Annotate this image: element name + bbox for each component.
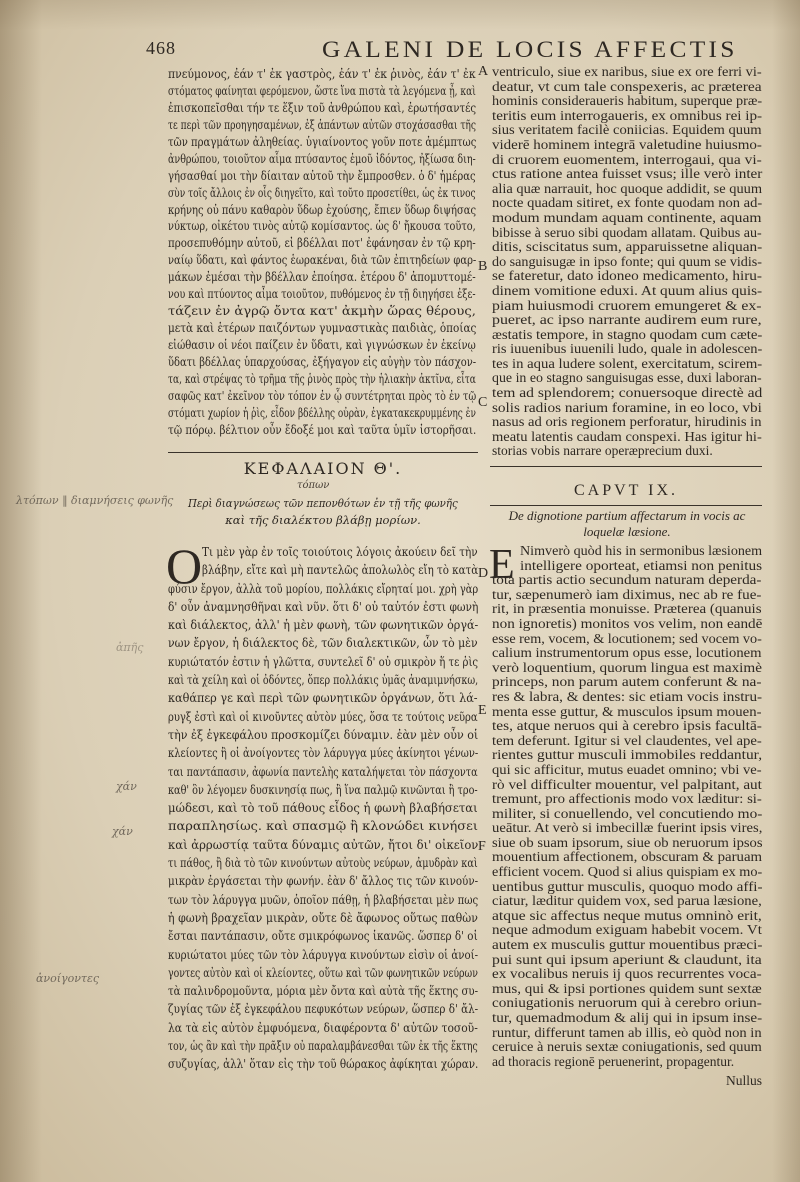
greek-body-line xyxy=(168,708,478,726)
greek-line-text: σὺν τοῖς ἄλλοις ἐν οἷς διηγεῖτο, καὶ τοῦτο προσετίθει, ὡς ἐκ τινος xyxy=(168,185,476,200)
section-marker: B xyxy=(478,259,488,274)
latin-body-line xyxy=(492,1026,762,1041)
latin-line xyxy=(492,182,762,197)
greek-line xyxy=(168,66,476,83)
greek-body-line xyxy=(168,982,478,1000)
latin-line-text: deatur, vt cum tale conspexeris, ac præterea xyxy=(492,78,762,94)
latin-body-line-text: rò vel difficulter mouentur, vel palpitant, aut xyxy=(492,776,762,792)
greek-line xyxy=(168,134,476,151)
latin-body-line-text: rientes guttur musculi immobiles reddantur, xyxy=(492,747,763,763)
latin-line xyxy=(492,284,762,299)
latin-body-line-text: calium instrumentorum opus esse, locutionem xyxy=(492,645,762,661)
latin-body-line xyxy=(492,909,762,924)
greek-title-line-text: καὶ τῆς διαλέκτου βλάβῃ μορίων. xyxy=(225,513,421,527)
greek-body-line xyxy=(168,854,478,872)
greek-title-gloss: τόπων xyxy=(297,480,330,491)
greek-body-line xyxy=(168,561,478,579)
latin-line xyxy=(492,138,762,153)
latin-line xyxy=(492,401,762,416)
latin-chapter-rule-bottom xyxy=(490,505,762,506)
latin-line-text: alia quæ narrauit, hoc quoque addidit, se quum xyxy=(492,180,763,196)
greek-body-line xyxy=(168,744,478,762)
latin-body-line-text: tem deferunt. Igitur si vel claudentes, vel ape- xyxy=(492,732,762,748)
greek-line-text: τε περὶ τῶν προηγησαμένων, ἐξ ἁπάντων αὐτῶν στοχάσασθαι τῆς xyxy=(168,117,476,132)
margin-note: ἀνοίγοντες xyxy=(36,972,100,985)
latin-line-text: bibisse à seruo sibi quodam allatam. Quibus au- xyxy=(492,224,762,240)
greek-body-line-text: καθάπερ γε καὶ περὶ τῶν φωνητικῶν ὀργάνων, ὅτι λά- xyxy=(168,691,478,706)
greek-body-line xyxy=(168,580,478,598)
greek-line-text: τῷ πόρῳ. βέλτιον οὖν ἔδοξέ μοι καὶ ταῦτα ὑμῖν ἱστορῆσαι. xyxy=(168,422,477,437)
latin-body-line xyxy=(492,953,762,968)
greek-body-line-text: ται παντάπασιν, ἀφωνία παντελὴς καταλήψεται τὸν πάσχοντα xyxy=(168,764,478,779)
latin-body-line-text: militer, si conuellendo, vel concutiendo mo- xyxy=(492,805,763,821)
running-title xyxy=(322,36,738,64)
greek-body-line-text: δ' οὖν ἀναμνησθῆναι καὶ νῦν. ὅτι δ' οὐ ταὐτόν ἐστι φωνὴ xyxy=(168,599,479,614)
latin-body-line xyxy=(492,705,762,720)
latin-line-text: dinem vomitione eduxi. At quum alius quis- xyxy=(492,282,763,298)
latin-line xyxy=(492,255,762,270)
greek-body-line xyxy=(168,781,478,799)
greek-body-line xyxy=(168,799,478,817)
latin-body-line xyxy=(492,1011,762,1026)
greek-line xyxy=(168,168,476,185)
latin-body-line-text: ceruice à neruis sextæ coniugationis, sed quum xyxy=(492,1039,762,1055)
latin-body-line xyxy=(492,719,762,734)
greek-body-line xyxy=(168,543,478,561)
latin-body-line xyxy=(492,938,762,953)
latin-body-line-text: autem ex musculis guttur mouentibus præci- xyxy=(492,937,763,953)
greek-line xyxy=(168,218,476,235)
greek-body-line-text: γοντες αὐτὸν καὶ οἱ κλείοντες, οὕτω καὶ τῶν φωνητικῶν νεύρων xyxy=(168,965,478,980)
greek-body-line-text: καὶ τὰ χείλη καὶ οἱ ὀδόντες, ὅπερ πολλάκις ὑμᾶς ἀναμιμνήσκω, xyxy=(168,673,479,688)
greek-body-line-text: τὴν ἐξ ἐγκεφάλου προσκομίζει δύναμιν. ἐὰν μὲν οὖν οἱ xyxy=(168,727,479,742)
greek-body-line-text: ζυγίας τῶν ἐξ ἐγκεφάλου πεφυκότων νεύρων, ὥσπερ δ' ἄλ- xyxy=(168,1002,479,1017)
latin-line-text: modum mundam aquam continente, aquam xyxy=(492,209,762,225)
greek-body-line xyxy=(168,1019,478,1037)
latin-body-line-text: intelligere oporteat, etiamsi non penitus xyxy=(520,557,763,573)
greek-line-text: ναίῳ ὕδατι, καὶ φάντος ἑωρακέναι, διὰ τῶν ἐπιτηδείων φαρ- xyxy=(168,253,477,268)
greek-line-text: γήσασθαί μοι τὴν δίαιταν αὐτοῦ τὴν ἔμπροσθεν. ὁ δ' ἡμέρας xyxy=(168,168,476,183)
greek-line xyxy=(168,269,476,286)
latin-body-line-text: tes, atque neruos qui à cerebro ipsis facultā- xyxy=(492,718,762,734)
greek-body-line xyxy=(168,689,478,707)
latin-body-line-text: tur, sæpenumerò iam diximus, nec ab re fue- xyxy=(492,586,762,602)
latin-body-line xyxy=(492,894,762,909)
greek-body-line-text: τον, ὡς ἂν καὶ τὴν πρᾶξιν οὐ παραλαμβάνεσθαι τῶν ἐκ τῆς ἕκτης xyxy=(168,1039,478,1054)
latin-line xyxy=(492,240,762,255)
greek-body-line xyxy=(168,817,478,835)
greek-body-line xyxy=(168,653,478,671)
latin-line xyxy=(492,386,762,401)
latin-body-line-text: res & labra, & dentes: sic etiam vocis instru- xyxy=(492,688,763,704)
latin-chapter-rule-top xyxy=(490,466,762,467)
latin-body-line xyxy=(492,792,762,807)
latin-body-line-text: tremunt, pro affectionis modo vox læditur: si- xyxy=(492,791,762,807)
latin-body-line-text: siue ob suam ipsorum, siue ob neruorum ipsos xyxy=(492,834,763,850)
greek-body-line xyxy=(168,598,478,616)
latin-body-line-text: rit, in præsentia monuisse. Præterea (quanuis xyxy=(492,601,762,617)
latin-body-line-text: Nimverò quòd his in sermonibus læsionem xyxy=(520,543,763,558)
greek-body-line-text: παραπλησίως. καὶ σπασμῷ ἢ κλονώδει κινήσει xyxy=(168,819,478,834)
greek-body-line-text: κλείοντες ἢ οἱ ἀνοίγοντες τὸν λάρυγγα μύες ἀκίνητοι γένων- xyxy=(168,746,479,761)
catchword: Nullus xyxy=(725,1073,762,1088)
greek-chapter-body xyxy=(166,538,479,1074)
greek-body-line-text: λα τὰ εἰς αὐτὸν ἐμφυόμενα, διαφέροντα δ' αὐτῶν τοσοῦ- xyxy=(168,1020,478,1035)
greek-body-line xyxy=(168,946,478,964)
greek-body-line-text: καὶ ἀρρωστίᾳ ταῦτα δύναμις αὐτῶν, ἤτοι δι' οἰκεῖον xyxy=(168,837,479,852)
latin-body-line xyxy=(492,1040,762,1055)
greek-body-line-text: καὶ διάλεκτος, ἀλλ' ἡ μὲν φωνὴ, τῶν φωνητικῶν ὀργά- xyxy=(168,618,479,633)
latin-body-line xyxy=(492,865,762,880)
greek-body-line-text: μικρὰν ἐργάσεται τὴν φωνήν. ἐὰν δ' ἄλλος τις τῶν κινούν- xyxy=(168,874,479,889)
greek-line xyxy=(168,235,476,252)
latin-body-line xyxy=(492,632,762,647)
running-title-line xyxy=(322,36,738,64)
greek-body-line xyxy=(168,891,478,909)
greek-line-text: ὕδατι βδέλλας ὑπαρχούσας, ἐξήγαγον εἰς αὐγὴν τὸν πάσχον- xyxy=(168,354,477,369)
latin-line-text: ris iuuenibus iuuenili ludo, quale in adolescen- xyxy=(492,341,763,357)
greek-line xyxy=(168,388,476,405)
greek-line xyxy=(168,422,476,439)
greek-line xyxy=(168,185,476,202)
greek-body-line-text: ἡ φωνὴ βραχεῖαν μικρὰν, οὔτε δὲ ἄφωνος οὕτως παθὼν xyxy=(168,910,478,925)
latin-body-line xyxy=(492,967,762,982)
latin-line-text: tem ad splendorem; conuersoque directè ad xyxy=(492,385,763,401)
latin-title-line-text: loquelæ læsione. xyxy=(583,524,671,539)
latin-body-line xyxy=(492,807,762,822)
latin-line xyxy=(492,123,762,138)
greek-body-line-text: τὰ παλινδρομοῦντα, μόρια μὲν ὄντα καὶ αὐτὰ τῆς ἕκτης συ- xyxy=(168,984,479,999)
latin-line xyxy=(492,94,762,109)
section-marker: F xyxy=(478,839,486,854)
greek-body-line-text: ἔσται παντάπασιν, οὔτε σμικρόφωνος ἱκανῶς. ὥσπερ δ' οἱ xyxy=(168,929,478,944)
latin-body-line xyxy=(492,559,762,574)
latin-line-text: nasus ad oris regionem perforatur, hirudinis in xyxy=(492,414,762,430)
latin-line xyxy=(492,80,762,95)
latin-body-line xyxy=(492,923,762,938)
greek-line xyxy=(168,151,476,168)
latin-body-line-text: coniugationis neruorum qui à cerebro oriun- xyxy=(492,995,762,1011)
running-title-text: GALENI DE LOCIS AFFECTIS xyxy=(322,37,738,62)
latin-body-line-text: runtur, differunt tamen ab illis, eò quòd non in xyxy=(492,1024,762,1040)
latin-line xyxy=(492,196,762,211)
greek-line-text: ἐπισκοπεῖσθαι τήν τε ἕξιν τοῦ ἀνθρώπου καὶ, ἐρωτήσαντές xyxy=(168,100,477,115)
greek-line-text: κρήνης οὐ πάνυ καθαρὸν ὕδωρ ἐχούσης, ἔπιεν ὕδωρ διψήσας xyxy=(168,202,477,217)
greek-body-line-text: καθ' ὃν λέγομεν δυσκινησίᾳ πως, ἢ ἵνα παλμῷ κινῶνται ἢ τρο- xyxy=(168,782,478,797)
latin-line-text: solis radios narium foramine, in eo loco, vbi xyxy=(492,399,762,415)
greek-line-text: εἰώθασιν οἱ νέοι παίζειν ἐν ὕδατι, καὶ γιγνώσκων ἐν ἐκείνῳ xyxy=(168,338,476,352)
latin-line xyxy=(492,153,762,168)
greek-line-text: τα, καὶ στρέψας τὸ τρῆμα τῆς ῥινὸς πρὸς τὴν ἡλιακὴν ἀκτῖνα, εἶτα xyxy=(168,371,476,386)
latin-line-text: pueret, ac ipso narrante audirem eum rure, xyxy=(492,312,762,328)
latin-body-line xyxy=(492,544,762,559)
latin-body-line-text: ex vocalibus neruis ij quos recurrentes voca- xyxy=(492,966,762,982)
greek-body-line-text: κυριώτατοι μύες τῶν τὸν λάρυγγα κινούντων εἰσὶν οἱ ἀνοί- xyxy=(168,947,479,962)
greek-body-line-text: ρυγξ ἐστὶ καὶ οἱ κινοῦντες αὐτὸν μύες, ὅσα τε τούτοις νεῦρα xyxy=(168,709,478,724)
latin-body-line-text: ueātur. At verò si imbecillæ fuerint ipsis vires, xyxy=(492,820,763,836)
latin-line-text: teritis eum interrogaueris, ex omnibus rei ip- xyxy=(492,107,763,123)
latin-title-line-text: De dignotione partium affectarum in vocis ac xyxy=(508,508,746,523)
latin-line xyxy=(492,226,762,241)
latin-body-line xyxy=(492,675,762,690)
greek-body-line-text: συζυγίας, ἀλλ' ὅταν εἰς τὴν τοῦ θώρακος ἀφίκηται χώραν. xyxy=(168,1057,479,1072)
latin-body-line-text: ad thoracis regionē peruenerint, propagentur. xyxy=(492,1053,735,1069)
latin-line-text: ventriculo, siue ex naribus, siue ex ore ferri vi- xyxy=(492,64,762,79)
latin-body-line-text: qui sic afficitur, mutus euadet omnino; vbi ve- xyxy=(492,761,762,777)
greek-line xyxy=(168,100,476,117)
greek-body-line xyxy=(168,763,478,781)
section-marker: D xyxy=(478,566,489,581)
latin-body-line-text: esse rem, vocem, & locutionem; sed vocem vo- xyxy=(492,630,762,646)
latin-body-line-text: non ignoretis) monitos vos velim, non eandē xyxy=(492,615,763,631)
greek-line-text: μετὰ καὶ ἑτέρων παιζόντων γυμναστικὰς παιδιὰς, ὁποίας xyxy=(168,321,477,336)
latin-line-text: nocte quadam sitiret, ex fonte quodam non ad- xyxy=(492,195,763,211)
latin-line-text: que in eo stagno sanguisugas esse, duxi laboran- xyxy=(492,370,762,386)
latin-chapter-heading: CAPVT IX. xyxy=(573,482,679,499)
greek-body-line xyxy=(168,909,478,927)
greek-chapter-title xyxy=(188,495,458,529)
latin-body-line-text: mus, qui & ipsi portiones quidem sunt sextæ xyxy=(492,980,762,996)
latin-body-line xyxy=(492,763,762,778)
greek-body-line xyxy=(168,872,478,890)
greek-line-text: μάκων ἐμέσαι τὴν βδέλλαν ἐποίησα. ἑτέρου δ' ἀπομυττομέ- xyxy=(168,270,476,285)
latin-body-line xyxy=(492,778,762,793)
greek-body-line xyxy=(168,927,478,945)
latin-line-text: do sanguisugæ in ipso fonte; qui quum se vidis- xyxy=(492,253,762,269)
latin-body-line-text: atque sic affectus neque mutus omninò erit, xyxy=(492,907,762,923)
latin-line xyxy=(492,357,762,372)
greek-line xyxy=(168,405,476,422)
latin-line xyxy=(492,313,762,328)
latin-body-line-text: tur, quemadmodum & alij qui in ipsum inse- xyxy=(492,1010,763,1025)
greek-title-line xyxy=(188,512,458,529)
latin-line xyxy=(492,299,762,314)
latin-title-line xyxy=(496,508,758,524)
greek-line xyxy=(168,354,476,371)
section-marker: E xyxy=(478,703,487,718)
latin-body-line-text: efficient vocem. Quod si alius quispiam ex mo- xyxy=(492,864,763,880)
latin-line-text: hominis consideraueris habitum, superque præ- xyxy=(492,93,763,109)
greek-body-line xyxy=(168,1037,478,1055)
latin-line-text: ctus ratione antea fuisset vsus; ille verò inter xyxy=(492,166,763,182)
latin-line-text: piam huiusmodi cruorem emungeret & ex- xyxy=(492,297,762,313)
greek-line xyxy=(168,202,476,219)
latin-line xyxy=(492,211,762,226)
latin-body-line xyxy=(492,836,762,851)
greek-line xyxy=(168,286,476,303)
greek-body-line-text: των τὸν λάρυγγα μυῶν, ὁποῖον πάθῃ, ἡ βλαβήσεται μὲν πως xyxy=(168,892,479,907)
latin-body-line xyxy=(492,850,762,865)
greek-line-text: στόματος φαίνηται φερόμενον, ὥστε ἵνα πιστὰ τὰ λεγόμενα ᾖ, καὶ xyxy=(168,83,476,98)
latin-body-line-text: ciatur, læditur quidem vox, sed parua læsione, xyxy=(492,893,762,909)
latin-line-text: se fateretur, dato idoneo medicamento, hiru- xyxy=(492,268,762,284)
greek-body-line xyxy=(168,671,478,689)
latin-line xyxy=(492,430,762,445)
latin-body-line-text: verò loquentium, quorum lingua est maximè xyxy=(492,659,762,675)
greek-body-line xyxy=(168,836,478,854)
latin-line xyxy=(492,109,762,124)
latin-title-line xyxy=(496,524,758,540)
latin-line-text: sius veritatem facilè coniicias. Equidem quum xyxy=(492,122,762,138)
greek-line-text: νου καὶ πτύοντος αἷμα τοιοῦτον, πυθόμενος ἐν τῇ διηγήσει ἐξε- xyxy=(168,287,476,302)
greek-top-passage xyxy=(168,66,476,439)
latin-line-text: storias vobis narrare operæprecium duxi. xyxy=(492,443,713,459)
latin-body-line xyxy=(492,646,762,661)
greek-body-line-text: κυριώτατόν ἐστιν ἡ γλῶττα, συντελεῖ δ' οὐ σμικρὸν ἥ τε ῥὶς xyxy=(168,654,479,669)
latin-line xyxy=(492,342,762,357)
latin-chapter-body xyxy=(492,544,762,1069)
latin-body-line xyxy=(492,1055,762,1070)
latin-body-line xyxy=(492,661,762,676)
greek-line-text: νύκτωρ, οἰκέτου τινὸς αὐτῷ κομίσαντος. ὡς δ' ἤκουσα τοῦτο, xyxy=(168,219,476,234)
latin-line-text: æstatis tempore, in stagno quodam cum cæte- xyxy=(492,326,763,342)
latin-line-text: tes in aqua ludere solent, exercitatum, scirem- xyxy=(492,355,763,371)
greek-line-text: σαφῶς κατ' ἐκεῖνον τὸν τόπον ἐν ᾧ συντέτρηται πρὸς τὸ ἐν τῷ xyxy=(168,388,477,403)
latin-chapter-title xyxy=(496,508,758,540)
greek-line-text: στόματι χωρίον ἡ ῥὶς, εἶδον βδέλλης οὐρὰν, ἐγκατακεκρυμμένης ἐν xyxy=(168,405,476,420)
latin-body-line xyxy=(492,734,762,749)
latin-body-line xyxy=(492,982,762,997)
latin-line xyxy=(492,415,762,430)
latin-line xyxy=(492,444,762,459)
latin-body-line xyxy=(492,690,762,705)
margin-note: ἀπῆς xyxy=(116,641,144,654)
greek-body-line-text: τι πάθος, ἢ διὰ τὸ τῶν κινούντων αὐτοὺς νεύρων, ἀμυδρὰν καὶ xyxy=(168,856,478,871)
greek-line xyxy=(168,303,476,320)
greek-line-text: ἀνθρώπου, τοιοῦτον αἷμα πτύσαντος ἐμοῦ ἰδόντος, ἠξίωσα διη- xyxy=(168,151,476,166)
latin-body-line-text: tota partis actio secundum naturam deperda- xyxy=(492,572,762,588)
greek-line-text: τάζειν ἐν ἀγρῷ ὄντα κατ' ἀκμὴν ὥρας θέρους, xyxy=(168,304,476,319)
latin-body-line xyxy=(492,602,762,617)
greek-drop-cap: O xyxy=(166,538,203,594)
greek-line-text: πνεύμονος, ἐάν τ' ἐκ γαστρὸς, ἐάν τ' ἐκ ῥινὸς, ἐάν τ' ἐκ xyxy=(168,67,476,81)
latin-line xyxy=(492,167,762,182)
greek-title-line xyxy=(188,495,458,512)
greek-body-line-text: νων ἔργον, ἡ διάλεκτος δὲ, τῶν διαλεκτικῶν, ὧν τὸ μὲν xyxy=(168,636,478,651)
latin-body-line-text: pui sunt qui ipsum aperiunt & claudunt, ita xyxy=(492,951,762,967)
latin-line-text: viderē hominem integrā valetudine huiusmo- xyxy=(492,136,762,152)
latin-body-line-text: menta esse guttur, & musculos ipsum mouen- xyxy=(492,703,762,719)
latin-line-text: di cruorem euomentem, interrogaui, qua vi- xyxy=(492,151,762,167)
greek-chapter-heading: ΚΕΦΑΛΑΙΟΝ Θ'. xyxy=(243,459,403,478)
greek-line xyxy=(168,117,476,134)
greek-body-line-text: μώδεσι, καὶ τὸ τοῦ πάθους εἶδος ἡ φωνὴ βλαβήσεται xyxy=(168,801,478,816)
greek-line xyxy=(168,337,476,354)
latin-body-line-text: uentibus guttur musculis, quoquo modo affi- xyxy=(492,878,763,894)
section-marker: C xyxy=(478,395,488,410)
latin-line xyxy=(492,65,762,80)
greek-line xyxy=(168,252,476,269)
greek-body-line-text: βλάβην, εἴτε καὶ μὴ παντελῶς ἀπολωλὸς εἴη τὸ κατὰ xyxy=(202,563,479,578)
greek-body-line-text: Τι μὲν γὰρ ἐν τοῖς τοιούτοις λόγοις ἀκούειν δεῖ τὴν xyxy=(202,545,478,559)
latin-line xyxy=(492,269,762,284)
greek-title-line-text: Περὶ διαγνώσεως τῶν πεπονθότων ἐν τῇ τῆς φωνῆς xyxy=(188,496,458,510)
latin-body-line xyxy=(492,996,762,1011)
greek-line xyxy=(168,371,476,388)
latin-body-line xyxy=(492,821,762,836)
greek-body-line xyxy=(168,964,478,982)
greek-body-line-text: φύσιν ἔργον, ἀλλὰ τοῦ μορίου, πολλάκις εἴρηταί μοι. χρὴ γὰρ xyxy=(168,581,479,596)
greek-body-line xyxy=(168,1000,478,1018)
greek-line-text: προσεπυθόμην αὐτοῦ, εἰ βδέλλαι ποτ' ἐφάνησαν ἐν τῷ κρη- xyxy=(168,236,476,251)
latin-drop-cap: E xyxy=(489,542,515,588)
greek-body-line xyxy=(168,1055,478,1073)
latin-body-line-text: neque admodum exiguam habebit vocem. Vt xyxy=(492,922,762,938)
greek-line xyxy=(168,83,476,100)
greek-body-line xyxy=(168,726,478,744)
greek-line-text: τῶν πραγμάτων ἀληθείας. ὑγιαίνοντος γοῦν ποτε ἀμέμπτως xyxy=(168,134,477,149)
latin-line xyxy=(492,328,762,343)
latin-body-line xyxy=(492,748,762,763)
latin-body-line xyxy=(492,588,762,603)
section-marker: A xyxy=(478,64,489,79)
latin-line xyxy=(492,371,762,386)
greek-body-line xyxy=(168,616,478,634)
latin-body-line-text: mouentium affectionem, obscuram & paruam xyxy=(492,849,763,865)
latin-body-line xyxy=(492,880,762,895)
latin-top-passage xyxy=(492,65,762,459)
greek-body-line xyxy=(168,634,478,652)
latin-line-text: ditis, sciscitatus sum, apparuissetne aliquan- xyxy=(492,239,763,255)
latin-line-text: meatu latentis caudam conspexi. Has igitur hi- xyxy=(492,428,762,444)
latin-body-line xyxy=(492,573,762,588)
margin-note: χάν xyxy=(116,780,137,793)
margin-note: λτόπων ‖ διαμνήσεις φωνῆς xyxy=(16,494,174,507)
latin-body-line-text: princeps, non parum autem conferunt & na- xyxy=(492,674,762,690)
page-number: 468 xyxy=(146,38,176,58)
greek-chapter-rule xyxy=(168,452,478,453)
greek-line xyxy=(168,320,476,337)
latin-body-line xyxy=(492,617,762,632)
margin-note: χάν xyxy=(112,825,133,838)
